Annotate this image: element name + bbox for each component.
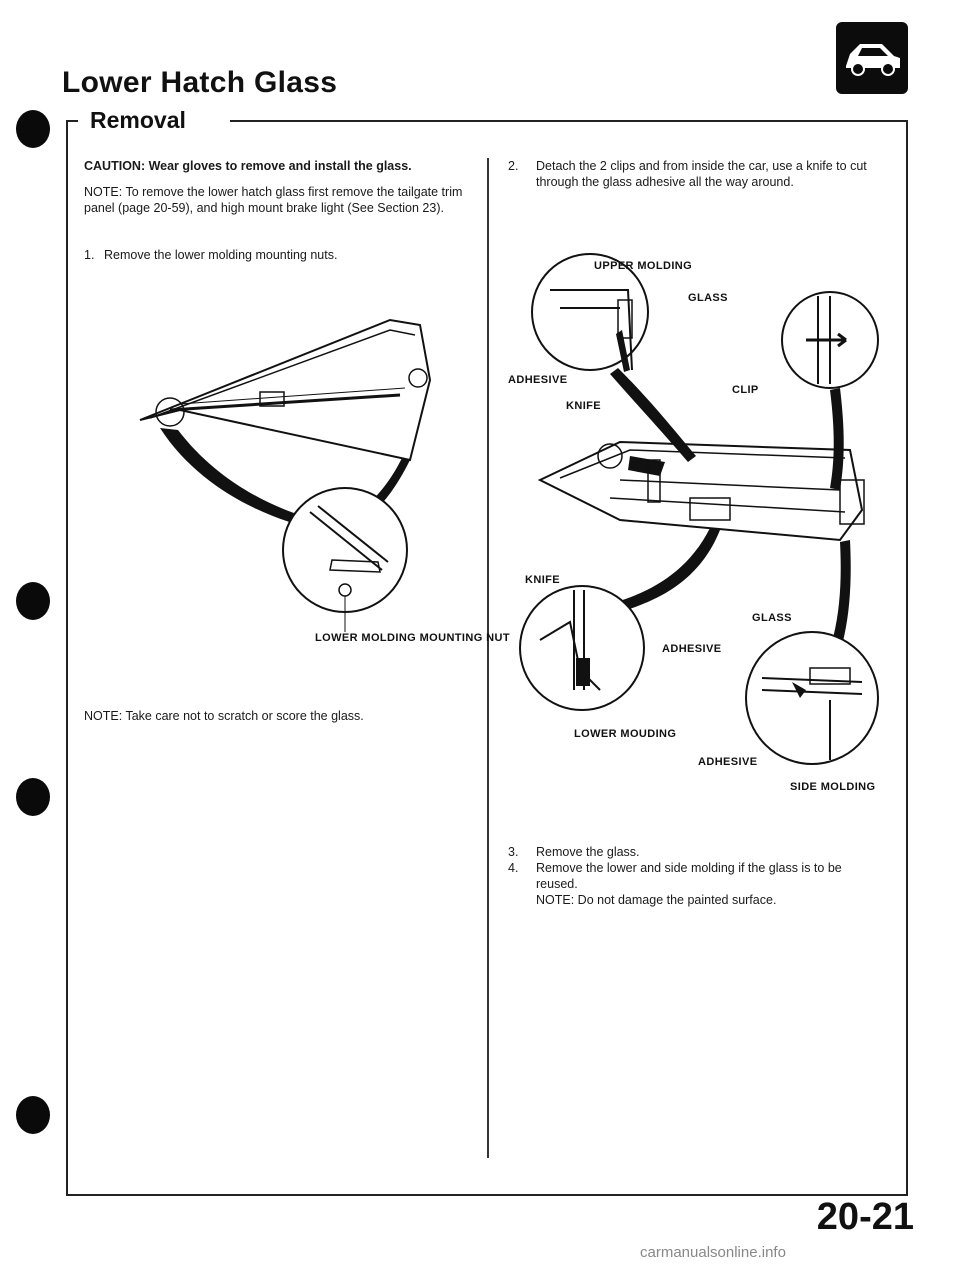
- callout-label: ADHESIVE: [698, 756, 758, 768]
- figure-label: LOWER MOLDING MOUNTING NUT: [315, 632, 510, 644]
- step-text: Remove the lower and side molding if the glass is to be reused.: [536, 861, 842, 891]
- callout-label: GLASS: [752, 612, 792, 624]
- page-title: Lower Hatch Glass: [62, 66, 338, 99]
- page-number: 20-21: [816, 1196, 914, 1238]
- callout-label: LOWER MOUDING: [574, 728, 677, 740]
- step-number: 4.: [508, 861, 519, 875]
- step-text: Detach the 2 clips and from inside the car, use a knife to cut through the glass adhesive all the way around.: [536, 159, 867, 189]
- bullet-dot: [16, 778, 50, 816]
- callout-label: GLASS: [688, 292, 728, 304]
- callout-label: SIDE MOLDING: [790, 781, 876, 793]
- step-number: 2.: [508, 159, 519, 173]
- step-number: 1.: [84, 248, 95, 262]
- hatchback-car-icon: [836, 22, 908, 94]
- caution-text: CAUTION: Wear gloves to remove and install the glass.: [84, 159, 412, 173]
- step-number: 3.: [508, 845, 519, 859]
- callout-label: ADHESIVE: [662, 643, 722, 655]
- watermark-text: carmanualsonline.info: [640, 1244, 786, 1261]
- step-text: Remove the glass.: [536, 845, 640, 859]
- bullet-dot: [16, 1096, 50, 1134]
- callout-label: CLIP: [732, 384, 759, 396]
- note-text: NOTE: To remove the lower hatch glass first remove the tailgate trim panel (page 20-59), and high mount brake light (See Section 23).: [84, 185, 463, 215]
- note-text: NOTE: Take care not to scratch or score the glass.: [84, 709, 364, 723]
- callout-label: KNIFE: [525, 574, 560, 586]
- bullet-dot: [16, 110, 50, 148]
- callout-label: ADHESIVE: [508, 374, 568, 386]
- hatch-molding-illustration: [120, 300, 490, 640]
- section-heading: Removal: [90, 107, 186, 133]
- note-text: NOTE: Do not damage the painted surface.: [536, 893, 777, 907]
- bullet-dot: [16, 582, 50, 620]
- callout-label: KNIFE: [566, 400, 601, 412]
- car-icon: [836, 22, 908, 94]
- step-text: Remove the lower molding mounting nuts.: [104, 248, 338, 262]
- callout-label: UPPER MOLDING: [594, 260, 693, 272]
- glass-removal-illustration: [500, 250, 900, 790]
